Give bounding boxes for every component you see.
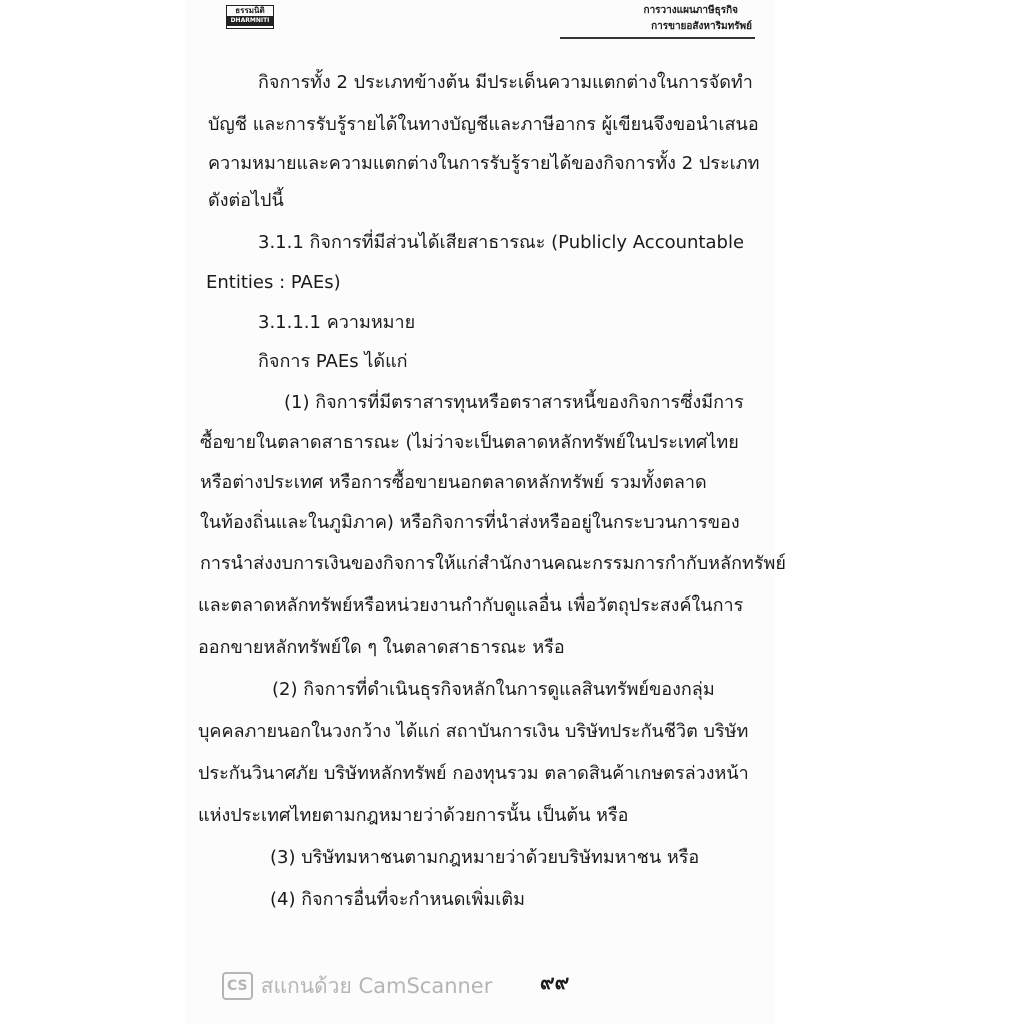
section-heading-cont: Entities : PAEs) — [206, 272, 341, 293]
camscanner-icon: CS — [222, 972, 253, 1000]
running-header-subtitle: การขายอสังหาริมทรัพย์ — [651, 21, 752, 32]
text-line: หรือต่างประเทศ หรือการซื้อขายนอกตลาดหลักทรัพย์ รวมทั้งตลาด — [200, 472, 707, 493]
text-line: กิจการ PAEs ได้แก่ — [258, 351, 408, 372]
list-item-1: (1) กิจการที่มีตราสารทุนหรือตราสารหนี้ของกิจการซึ่งมีการ — [284, 392, 744, 413]
text-line: ประกันวินาศภัย บริษัทหลักทรัพย์ กองทุนรวม ตลาดสินค้าเกษตรล่วงหน้า — [198, 763, 749, 784]
logo-subtext: DHARMNITI — [227, 16, 273, 26]
text-line: กิจการทั้ง 2 ประเภทข้างต้น มีประเด็นความแตกต่างในการจัดทำ — [258, 72, 753, 93]
list-item-2: (2) กิจการที่ดำเนินธุรกิจหลักในการดูแลสินทรัพย์ของกลุ่ม — [272, 679, 715, 700]
text-line: การนำส่งงบการเงินของกิจการให้แก่สำนักงานคณะกรรมการกำกับหลักทรัพย์ — [200, 553, 786, 574]
running-header-title: การวางแผนภาษีธุรกิจ — [643, 5, 738, 16]
text-line: และตลาดหลักทรัพย์หรือหน่วยงานกำกับดูแลอื่น เพื่อวัตถุประสงค์ในการ — [198, 595, 744, 616]
page-number: ๙๙ — [540, 970, 570, 994]
publisher-logo — [226, 5, 274, 29]
text-line: แห่งประเทศไทยตามกฎหมายว่าด้วยการนั้น เป็นต้น หรือ — [198, 805, 629, 826]
text-line: ออกขายหลักทรัพย์ใด ๆ ในตลาดสาธารณะ หรือ — [198, 637, 565, 658]
section-heading: 3.1.1 กิจการที่มีส่วนได้เสียสาธารณะ (Publicly Accountable — [258, 232, 745, 253]
text-line: บัญชี และการรับรู้รายได้ในทางบัญชีและภาษีอากร ผู้เขียนจึงขอนำเสนอ — [208, 114, 759, 135]
camscanner-watermark — [222, 972, 492, 1000]
text-line: ในท้องถิ่นและในภูมิภาค) หรือกิจการที่นำส่งหรืออยู่ในกระบวนการของ — [200, 512, 740, 533]
list-item-3: (3) บริษัทมหาชนตามกฎหมายว่าด้วยบริษัทมหาชน หรือ — [270, 847, 700, 868]
watermark-text: สแกนด้วย CamScanner — [260, 974, 493, 998]
header-rule — [560, 37, 755, 39]
subsection-heading: 3.1.1.1 ความหมาย — [258, 312, 416, 333]
text-line: บุคคลภายนอกในวงกว้าง ได้แก่ สถาบันการเงิน บริษัทประกันชีวิต บริษัท — [198, 721, 749, 742]
list-item-4: (4) กิจการอื่นที่จะกำหนดเพิ่มเติม — [270, 889, 525, 910]
text-line: ซื้อขายในตลาดสาธารณะ (ไม่ว่าจะเป็นตลาดหลักทรัพย์ในประเทศไทย — [200, 432, 739, 453]
logo-text: ธรรมนิติ — [235, 6, 265, 15]
text-line: ความหมายและความแตกต่างในการรับรู้รายได้ของกิจการทั้ง 2 ประเภท — [208, 153, 760, 174]
text-line: ดังต่อไปนี้ — [208, 190, 284, 211]
